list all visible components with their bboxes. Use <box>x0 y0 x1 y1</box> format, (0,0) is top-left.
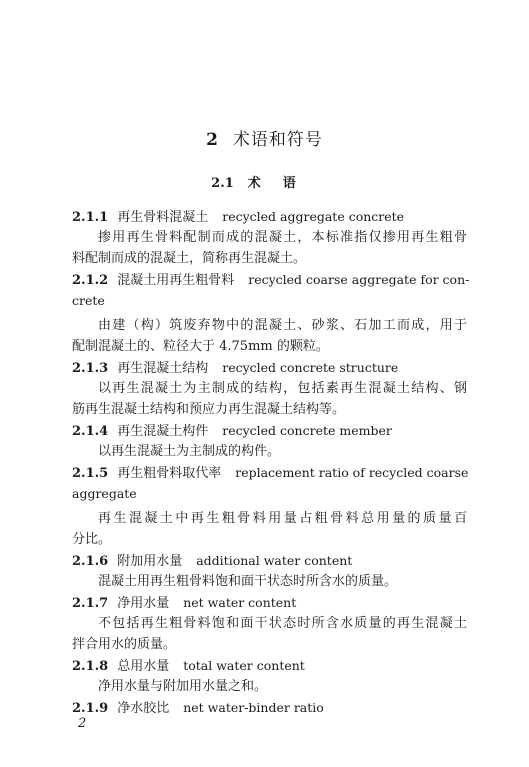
term-chinese: 总用水量 <box>117 659 170 674</box>
term-chinese: 净用水量 <box>117 596 170 611</box>
term-number: 2.1.1 <box>72 210 109 225</box>
term-english-cont-text: aggregate <box>72 486 137 501</box>
page-number: 2 <box>78 716 87 731</box>
term-english: recycled concrete member <box>222 423 392 438</box>
term-english-cont-text: crete <box>72 293 105 308</box>
definition-text: 不包括再生粗骨料饱和面干状态时所含水质量的再生混凝土 <box>98 616 467 631</box>
definition-text: 混凝土用再生粗骨料饱和面干状态时所含水的质量。 <box>98 574 398 589</box>
term-definition-line <box>72 338 467 356</box>
term-definition-line <box>98 443 467 461</box>
definition-text: 料配制而成的混凝土，简称再生混凝土。 <box>72 251 307 266</box>
term-chinese: 附加用水量 <box>117 554 183 569</box>
term-number: 2.1.5 <box>72 466 109 481</box>
chapter-number: 2 <box>206 130 219 150</box>
section-number: 2.1 <box>211 176 234 191</box>
term-definition-line <box>98 678 467 696</box>
term-english: recycled concrete structure <box>222 360 399 375</box>
term-heading <box>72 359 467 378</box>
term-heading <box>72 271 470 290</box>
term-heading <box>72 699 467 718</box>
term-chinese: 混凝土用再生粗骨料 <box>117 273 235 288</box>
section-title-text: 术语 <box>247 176 318 191</box>
term-definition-line <box>72 636 467 654</box>
term-heading <box>72 657 467 676</box>
term-heading <box>72 464 467 483</box>
section-title <box>0 174 529 194</box>
term-chinese: 再生混凝土结构 <box>117 361 209 376</box>
term-english-continuation <box>72 485 467 504</box>
term-definition-line <box>98 317 467 335</box>
term-number: 2.1.3 <box>72 361 109 376</box>
definition-text: 再生混凝土中再生粗骨料用量占粗骨料总用量的质量百 <box>98 511 467 526</box>
term-chinese: 再生骨料混凝土 <box>117 210 209 225</box>
definition-text: 由建（构）筑废弃物中的混凝土、砂浆、石加工而成，用于 <box>98 318 467 333</box>
term-english: replacement ratio of recycled coarse <box>235 465 469 480</box>
term-heading <box>72 552 467 571</box>
term-definition-line <box>98 229 467 247</box>
term-number: 2.1.9 <box>72 701 109 716</box>
term-number: 2.1.8 <box>72 659 109 674</box>
term-definition-line <box>72 250 467 268</box>
term-number: 2.1.6 <box>72 554 109 569</box>
term-definition-line <box>72 401 467 419</box>
definition-text: 配制混凝土的、粒径大于 4.75mm 的颗粒。 <box>72 339 329 354</box>
term-chinese: 再生混凝土构件 <box>117 424 209 439</box>
term-heading <box>72 594 467 613</box>
definition-text: 筋再生混凝土结构和预应力再生混凝土结构等。 <box>72 402 346 417</box>
term-definition-line <box>98 615 467 633</box>
term-english: additional water content <box>196 553 353 568</box>
definition-text: 拌合用水的质量。 <box>72 637 177 652</box>
term-chinese: 再生粗骨料取代率 <box>117 466 222 481</box>
term-english: recycled aggregate concrete <box>222 209 405 224</box>
term-english: total water content <box>183 658 305 673</box>
term-number: 2.1.4 <box>72 424 109 439</box>
term-english: recycled coarse aggregate for con- <box>248 272 470 287</box>
definition-text: 分比。 <box>72 532 112 547</box>
term-definition-line <box>72 531 467 549</box>
term-definition-line <box>98 380 467 398</box>
term-chinese: 净水胶比 <box>117 701 170 716</box>
term-english: net water-binder ratio <box>183 700 324 715</box>
definition-text: 以再生混凝土为主制成的构件。 <box>98 444 281 459</box>
term-english-continuation <box>72 292 467 311</box>
term-heading <box>72 208 467 227</box>
term-english: net water content <box>183 595 297 610</box>
term-number: 2.1.2 <box>72 273 109 288</box>
definition-text: 以再生混凝土为主制成的结构，包括素再生混凝土结构、钢 <box>98 381 467 396</box>
term-definition-line <box>98 573 467 591</box>
term-definition-line <box>98 510 467 528</box>
term-number: 2.1.7 <box>72 596 109 611</box>
chapter-title <box>0 128 529 152</box>
definition-text: 掺用再生骨料配制而成的混凝土，本标准指仅掺用再生粗骨 <box>98 230 467 245</box>
definition-text: 净用水量与附加用水量之和。 <box>98 679 268 694</box>
chapter-title-text: 术语和符号 <box>232 130 323 150</box>
term-heading <box>72 422 467 441</box>
